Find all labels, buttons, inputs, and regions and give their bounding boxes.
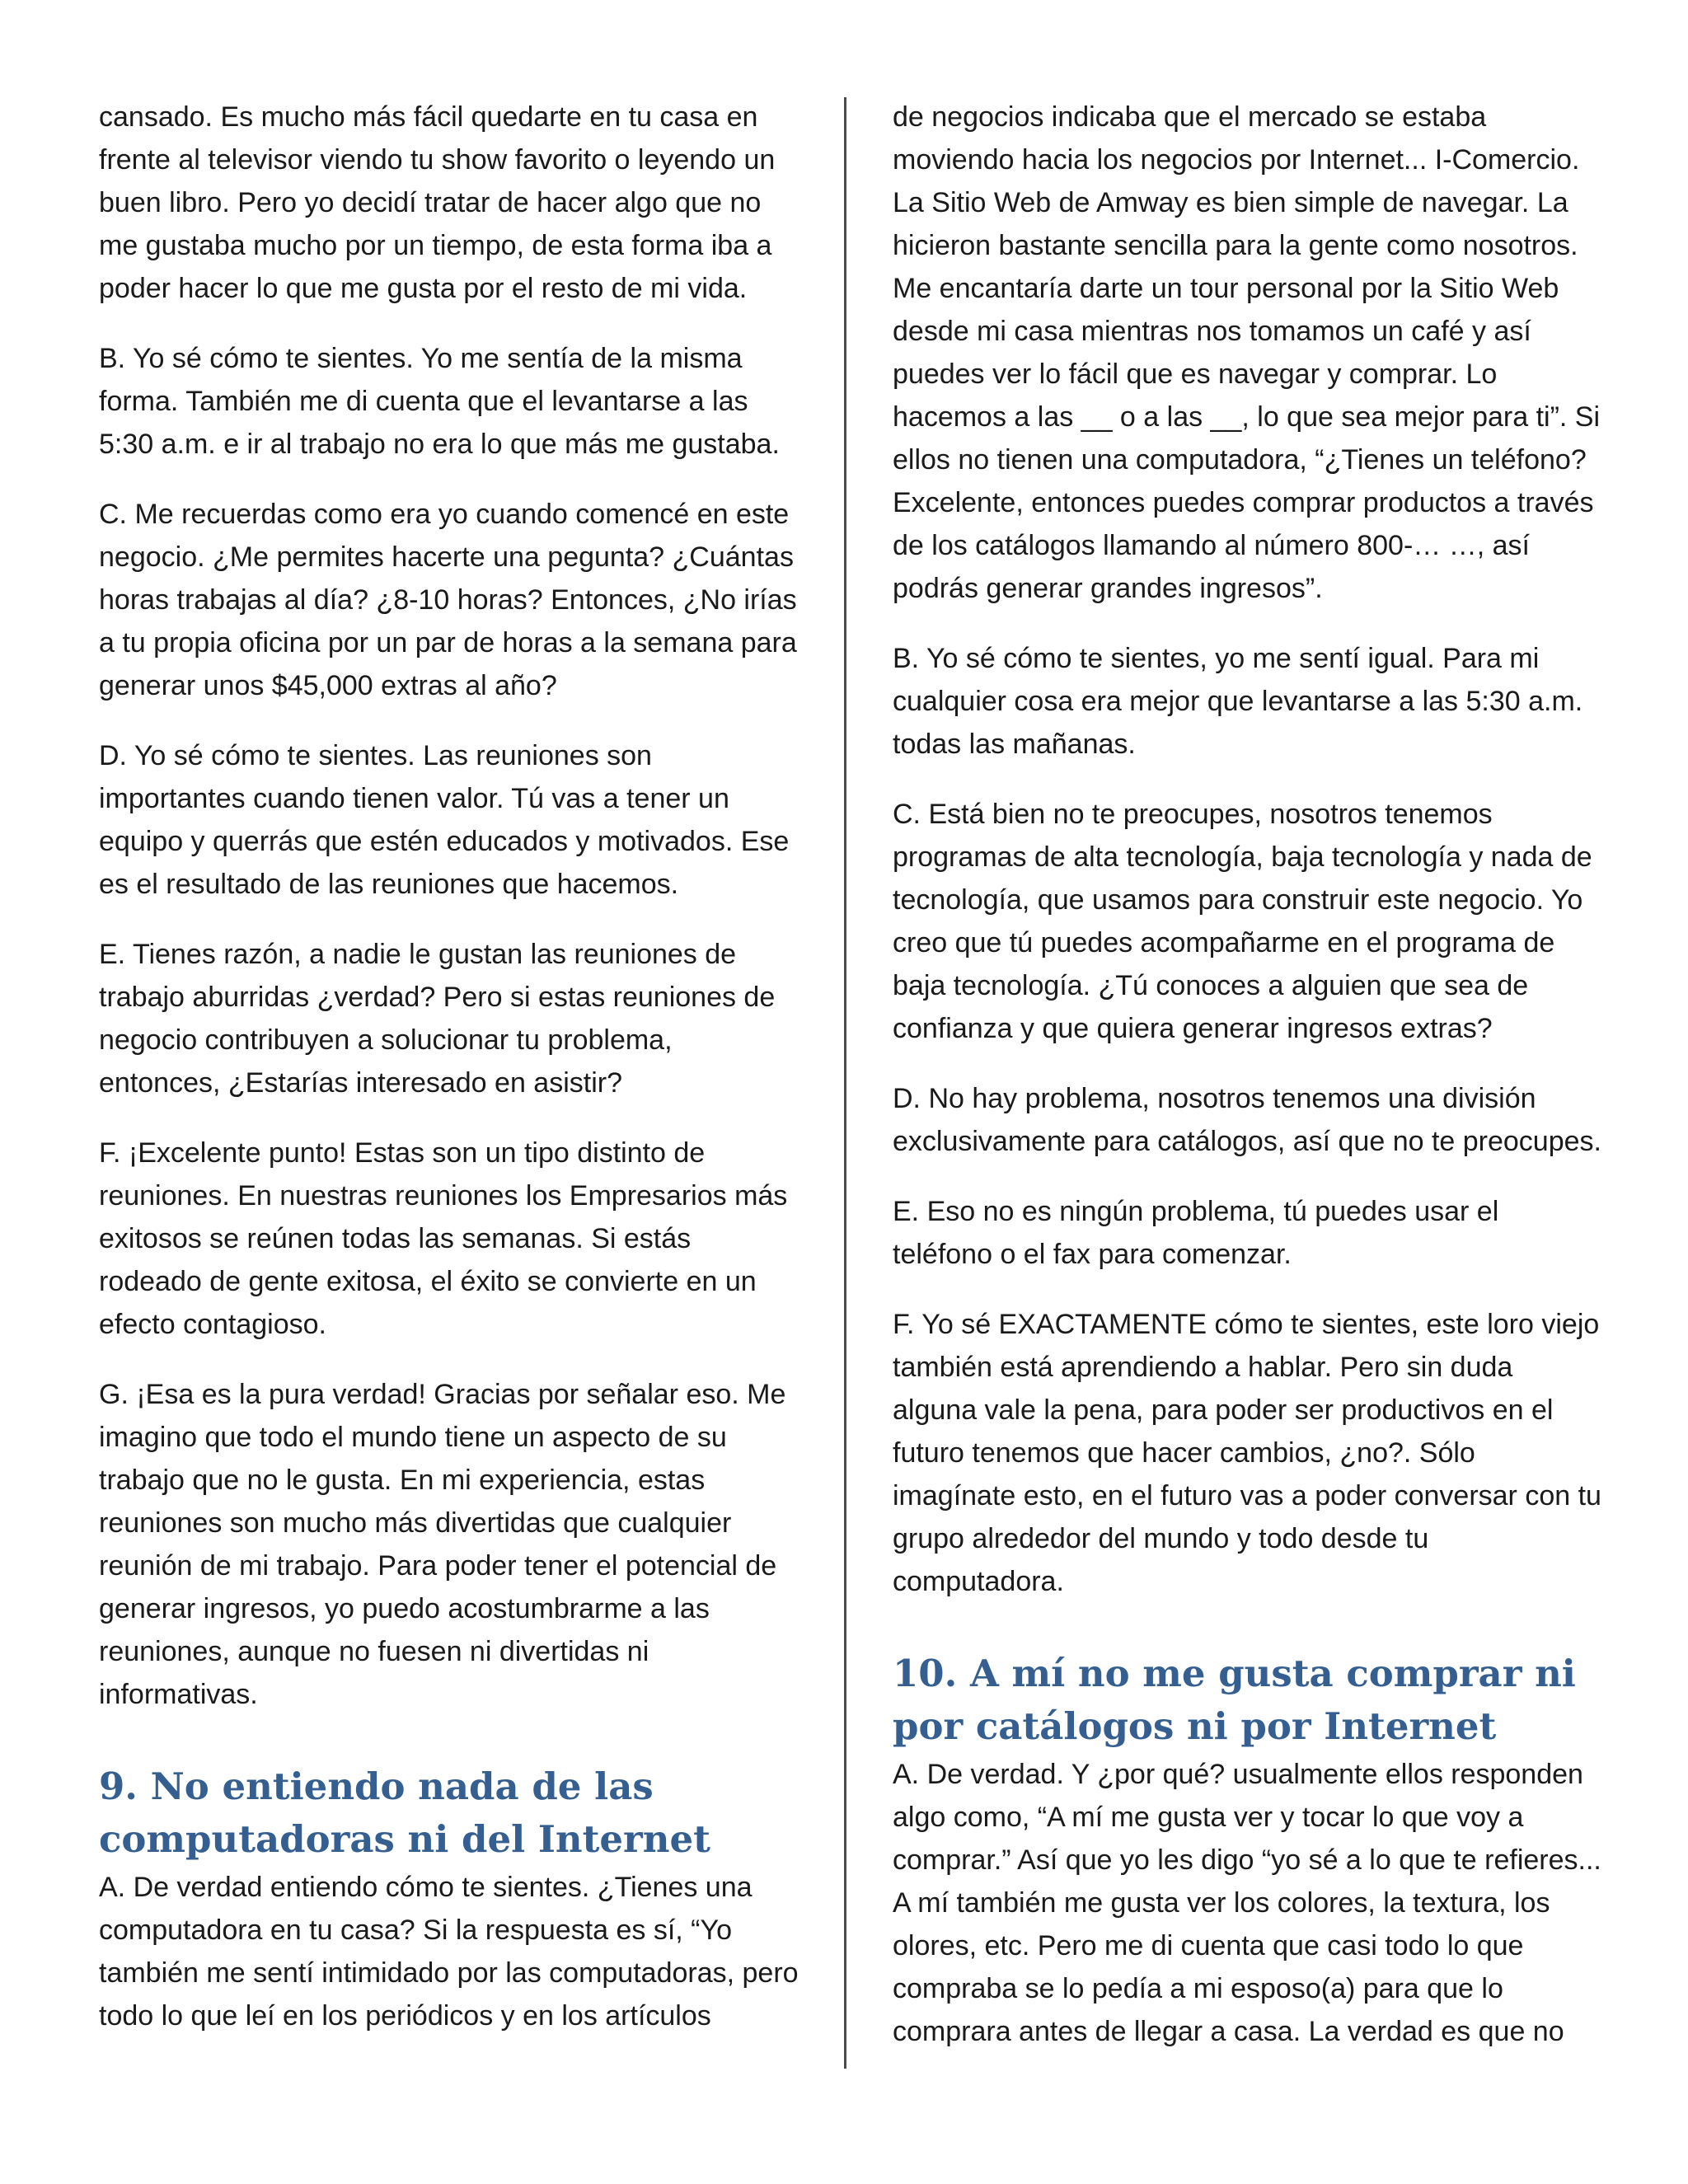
- paragraph-left-answer-b: B. Yo sé cómo te sientes. Yo me sentía de la misma forma. También me di cuenta que el levantarse a las 5:30 a.m. e ir al trabajo no era lo que más me gustaba.: [99, 343, 780, 460]
- paragraph-left-answer-f: F. ¡Excelente punto! Estas son un tipo distinto de reuniones. En nuestras reuniones los Empresarios más exitosos se reúnen todas las semanas. Si estás rodeado de gente exitosa, el éxito se convierte en un efecto contagioso.: [99, 1137, 788, 1340]
- paragraph-left-answer-g: G. ¡Esa es la pura verdad! Gracias por señalar eso. Me imagino que todo el mundo tiene un aspecto de su trabajo que no le gusta. En mi experiencia, estas reuniones son mucho más divertidas que cualquier reunión de mi trabajo. Para poder tener el potencial de generar ingresos, yo puedo acostumbrarme a las reuniones, aunque no fuesen ni divertidas ni informativas.: [99, 1379, 786, 1710]
- section-heading-10: 10. A mí no me gusta comprar ni por catálogos ni por Internet: [893, 1652, 1576, 1748]
- paragraph-left-answer-c: C. Me recuerdas como era yo cuando comencé en este negocio. ¿Me permites hacerte una pegunta? ¿Cuántas horas trabajas al día? ¿8-10 horas? Entonces, ¿No irías a tu propia oficina por un par de horas a la semana para generar unos $45,000 extras al año?: [99, 499, 797, 701]
- paragraph-section-9-answer-a: A. De verdad entiendo cómo te sientes. ¿Tienes una computadora en tu casa? Si la respuesta es sí, “Yo también me sentí intimidado por las computadoras, pero todo lo que leí en los periódicos y en los artículos: [99, 1872, 799, 2032]
- column-divider: [844, 97, 846, 2069]
- section-heading-9: 9. No entiendo nada de las computadoras ni del Internet: [99, 1765, 710, 1861]
- paragraph-left-answer-e: E. Tienes razón, a nadie le gustan las reuniones de trabajo aburridas ¿verdad? Pero si estas reuniones de negocio contribuyen a solucionar tu problema, entonces, ¿Estarías interesado en asistir?: [99, 939, 776, 1099]
- paragraph-right-answer-e: E. Eso no es ningún problema, tú puedes usar el teléfono o el fax para comenzar.: [893, 1196, 1499, 1270]
- paragraph-right-answer-b: B. Yo sé cómo te sientes, yo me sentí igual. Para mi cualquier cosa era mejor que levantarse a las 5:30 a.m. todas las mañanas.: [893, 643, 1583, 760]
- paragraph-right-answer-c: C. Está bien no te preocupes, nosotros tenemos programas de alta tecnología, baja tecnología y nada de tecnología, que usamos para construir este negocio. Yo creo que tú puedes acompañarme en el programa de baja tecnología. ¿Tú conoces a alguien que sea de confianza y que quiera generar ingresos extras?: [893, 799, 1592, 1044]
- paragraph-section-10-answer-a: A. De verdad. Y ¿por qué? usualmente ellos responden algo como, “A mí me gusta ver y tocar lo que voy a comprar.” Así que yo les digo “yo sé a lo que te refieres... A mí también me gusta ver los colores, la textura, los olores, etc. Pero me di cuenta que casi todo lo que compraba se lo pedía a mi esposo(a) para que lo comprara antes de llegar a casa. La verdad es que no: [893, 1759, 1601, 2047]
- paragraph-right-answer-d: D. No hay problema, nosotros tenemos una división exclusivamente para catálogos, así que no te preocupes.: [893, 1083, 1601, 1157]
- right-column: [893, 96, 1601, 2080]
- paragraph-right-answer-f: F. Yo sé EXACTAMENTE cómo te sientes, este loro viejo también está aprendiendo a hablar. Pero sin duda alguna vale la pena, para poder ser productivos en el futuro tenemos que hacer cambios, ¿no?. Sólo imagínate esto, en el futuro vas a poder conversar con tu grupo alrededor del mundo y todo desde tu computadora.: [893, 1309, 1601, 1597]
- paragraph-left-answer-d: D. Yo sé cómo te sientes. Las reuniones son importantes cuando tienen valor. Tú vas a tener un equipo y querrás que estén educados y motivados. Ese es el resultado de las reuniones que hacemos.: [99, 740, 790, 900]
- paragraph-right-continuation: de negocios indicaba que el mercado se estaba moviendo hacia los negocios por Internet... I-Comercio. La Sitio Web de Amway es bien simple de navegar. La hicieron bastante sencilla para la gente como nosotros. Me encantaría darte un tour personal por la Sitio Web desde mi casa mientras nos tomamos un café y así puedes ver lo fácil que es navegar y comprar. Lo hacemos a las __ o a las __, lo que sea mejor para ti”. Si ellos no tienen una computadora, “¿Tienes un teléfono? Excelente, entonces puedes comprar productos a través de los catálogos llamando al número 800-… …, así podrás generar grandes ingresos”.: [893, 101, 1601, 604]
- left-column: [99, 96, 799, 2064]
- paragraph-left-continuation: cansado. Es mucho más fácil quedarte en tu casa en frente al televisor viendo tu show favorito o leyendo un buen libro. Pero yo decidí tratar de hacer algo que no me gustaba mucho por un tiempo, de esta forma iba a poder hacer lo que me gusta por el resto de mi vida.: [99, 101, 776, 304]
